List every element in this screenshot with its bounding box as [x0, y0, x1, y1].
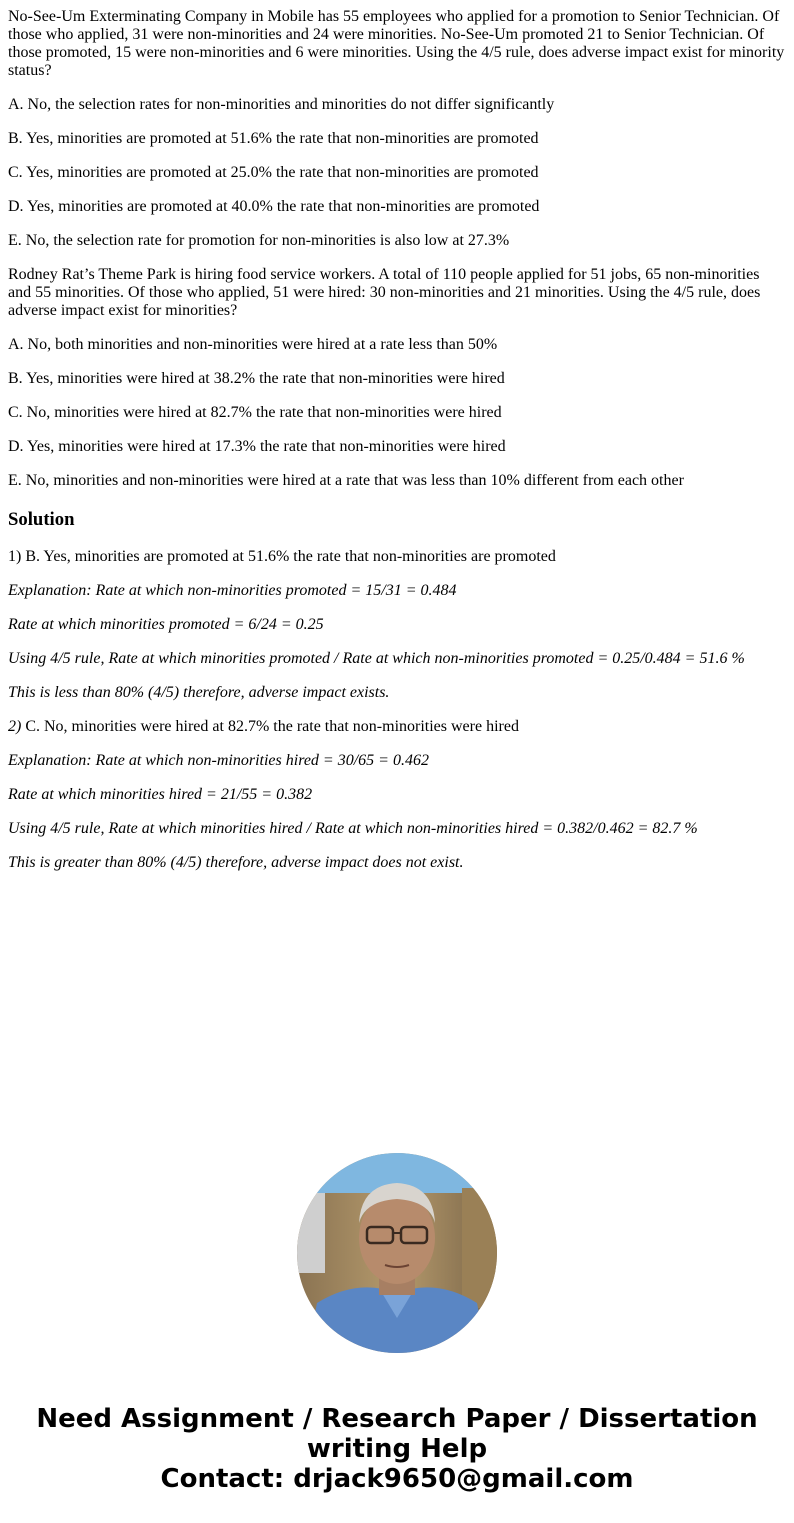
question1-option-a: A. No, the selection rates for non-minorities and minorities do not differ significantly [8, 96, 555, 113]
solution-answer-2 [8, 718, 786, 736]
question1-option-d: D. Yes, minorities are promoted at 40.0% the rate that non-minorities are promoted [8, 198, 540, 215]
question2-option-a: A. No, both minorities and non-minorities were hired at a rate less than 50% [8, 336, 498, 353]
promo-banner [0, 1404, 794, 1494]
question2-text: Rodney Rat’s Theme Park is hiring food service workers. A total of 110 people applied for 51 jobs, 65 non-minorities and 55 minorities. Of those who applied, 51 were hired: 30 non-minorities and 21 minorities. Using the 4/5 rule, does adverse impact exist for minorities? [8, 266, 761, 319]
question2-option-c: C. No, minorities were hired at 82.7% the rate that non-minorities were hired [8, 404, 502, 421]
question1-option-b: B. Yes, minorities are promoted at 51.6% the rate that non-minorities are promoted [8, 130, 539, 147]
answer-2-text: C. No, minorities were hired at 82.7% the rate that non-minorities were hired [21, 718, 519, 735]
promo-line-2: writing Help [306, 1434, 488, 1464]
answer-2-number: 2) [8, 718, 22, 735]
solution-heading: Solution [8, 509, 75, 530]
solution-explanation-2-line: This is greater than 80% (4/5) therefore, adverse impact does not exist. [8, 854, 464, 871]
solution-answer-1: 1) B. Yes, minorities are promoted at 51.6% the rate that non-minorities are promoted [8, 548, 556, 565]
solution-explanation-1-line: Using 4/5 rule, Rate at which minorities promoted / Rate at which non-minorities promoted = 0.25/0.484 = 51.6 % [8, 650, 745, 667]
solution-explanation-1-line: Explanation: Rate at which non-minorities promoted = 15/31 = 0.484 [8, 582, 457, 599]
solution-explanation-2-line: Using 4/5 rule, Rate at which minorities hired / Rate at which non-minorities hired = 0.382/0.462 = 82.7 % [8, 820, 698, 837]
solution-explanation-1-line: This is less than 80% (4/5) therefore, adverse impact exists. [8, 684, 390, 701]
question2-option-e: E. No, minorities and non-minorities were hired at a rate that was less than 10% different from each other [8, 472, 684, 489]
solution-explanation-1-line: Rate at which minorities promoted = 6/24 = 0.25 [8, 616, 324, 633]
promo-contact: Contact: drjack9650@gmail.com [160, 1464, 634, 1494]
question1-option-c: C. Yes, minorities are promoted at 25.0% the rate that non-minorities are promoted [8, 164, 539, 181]
document-body [8, 8, 786, 888]
solution-explanation-2-line: Explanation: Rate at which non-minorities hired = 30/65 = 0.462 [8, 752, 429, 769]
tutor-photo [297, 1153, 497, 1353]
solution-explanation-2-line: Rate at which minorities hired = 21/55 = 0.382 [8, 786, 313, 803]
question1-text: No-See-Um Exterminating Company in Mobile has 55 employees who applied for a promotion to Senior Technician. Of those who applied, 31 were non-minorities and 24 were minorities. No-See-Um promoted 21 to Senior Technician. Of those promoted, 15 were non-minorities and 6 were minorities. Using the 4/5 rule, does adverse impact exist for minority status? [8, 8, 785, 79]
question2-option-b: B. Yes, minorities were hired at 38.2% the rate that non-minorities were hired [8, 370, 505, 387]
tutor-avatar [297, 1153, 497, 1353]
promo-line-1: Need Assignment / Research Paper / Dissertation [36, 1404, 758, 1434]
question2-option-d: D. Yes, minorities were hired at 17.3% the rate that non-minorities were hired [8, 438, 506, 455]
question1-option-e: E. No, the selection rate for promotion for non-minorities is also low at 27.3% [8, 232, 510, 249]
